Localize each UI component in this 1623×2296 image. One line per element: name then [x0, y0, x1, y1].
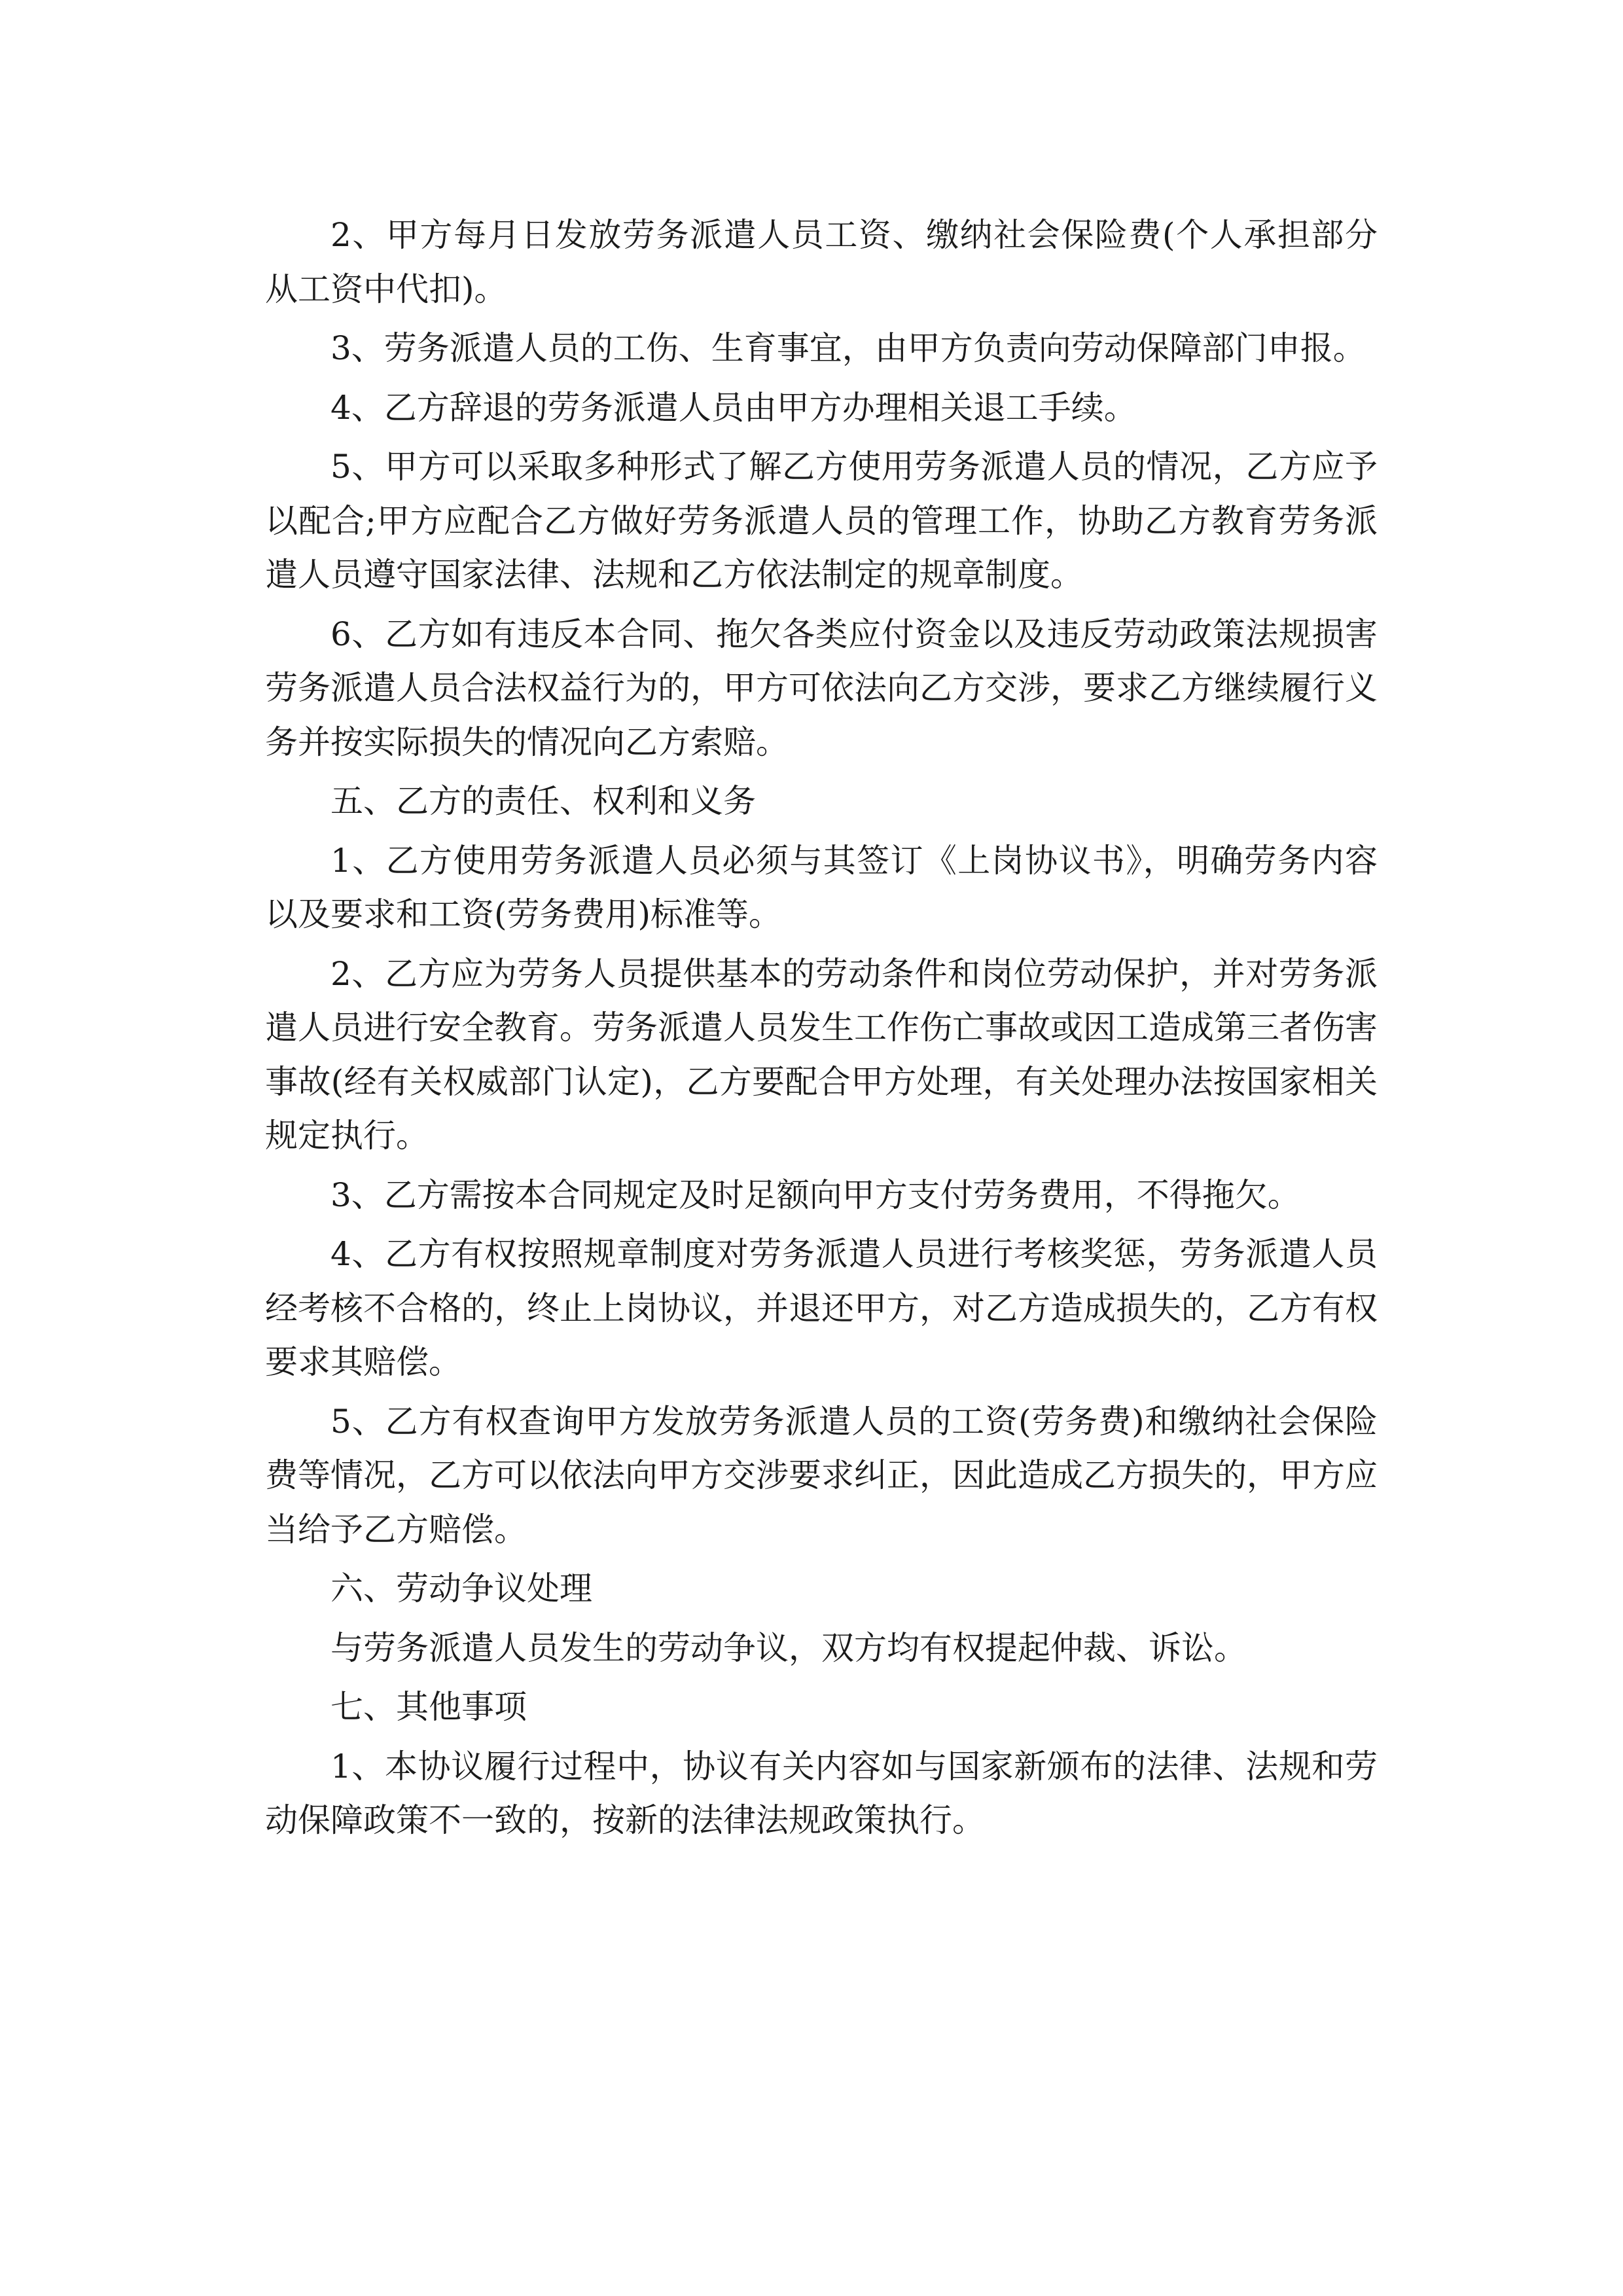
- section-heading: 五、乙方的责任、权利和义务: [330, 782, 756, 820]
- clause-paragraph: 4、乙方辞退的劳务派遣人员由甲方办理相关退工手续。: [330, 388, 1137, 427]
- clause-paragraph: 4、乙方有权按照规章制度对劳务派遣人员进行考核奖惩，劳务派遣人员经考核不合格的，终止上岗协议，并退还甲方，对乙方造成损失的，乙方有权要求其赔偿。: [265, 1235, 1378, 1381]
- document-body: [265, 208, 1378, 1853]
- clause-paragraph: 2、乙方应为劳务人员提供基本的劳动条件和岗位劳动保护，并对劳务派遣人员进行安全教育。劳务派遣人员发生工作伤亡事故或因工造成第三者伤害事故(经有关权威部门认定)，乙方要配合甲方处理，有关处理办法按国家相关规定执行。: [265, 954, 1378, 1155]
- clause-paragraph: 3、乙方需按本合同规定及时足额向甲方支付劳务费用，不得拖欠。: [330, 1175, 1300, 1214]
- section-heading: 六、劳动争议处理: [330, 1570, 592, 1607]
- clause-paragraph: 6、乙方如有违反本合同、拖欠各类应付资金以及违反劳动政策法规损害劳务派遣人员合法权益行为的，甲方可依法向乙方交涉，要求乙方继续履行义务并按实际损失的情况向乙方索赔。: [265, 615, 1378, 761]
- section-heading: 七、其他事项: [330, 1688, 527, 1726]
- clause-paragraph: 3、劳务派遣人员的工伤、生育事宜，由甲方负责向劳动保障部门申报。: [330, 329, 1366, 367]
- clause-paragraph: 1、乙方使用劳务派遣人员必须与其签订《上岗协议书》，明确劳务内容以及要求和工资(劳务费用)标准等。: [265, 841, 1378, 933]
- clause-paragraph: 5、乙方有权查询甲方发放劳务派遣人员的工资(劳务费)和缴纳社会保险费等情况，乙方可以依法向甲方交涉要求纠正，因此造成乙方损失的，甲方应当给予乙方赔偿。: [265, 1402, 1378, 1549]
- clause-paragraph: 1、本协议履行过程中，协议有关内容如与国家新颁布的法律、法规和劳动保障政策不一致的，按新的法律法规政策执行。: [265, 1747, 1378, 1839]
- clause-paragraph: 2、甲方每月日发放劳务派遣人员工资、缴纳社会保险费(个人承担部分从工资中代扣)。: [265, 216, 1378, 308]
- clause-paragraph: 5、甲方可以采取多种形式了解乙方使用劳务派遣人员的情况，乙方应予以配合;甲方应配合乙方做好劳务派遣人员的管理工作，协助乙方教育劳务派遣人员遵守国家法律、法规和乙方依法制定的规章制度。: [265, 448, 1378, 594]
- clause-paragraph: 与劳务派遣人员发生的劳动争议，双方均有权提起仲裁、诉讼。: [330, 1628, 1247, 1667]
